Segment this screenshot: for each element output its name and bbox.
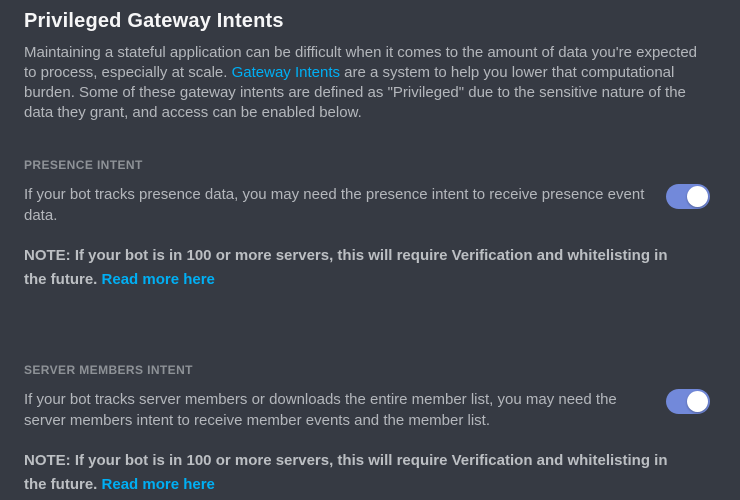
read-more-link[interactable]: Read more here — [101, 476, 215, 493]
server-members-intent-toggle[interactable] — [666, 389, 710, 414]
intro-text-before: Maintaining a stateful application can be difficult when it comes to the amount of data you're expected to process, especially at scale. — [24, 44, 698, 81]
presence-intent-toggle[interactable] — [666, 184, 710, 209]
server-members-intent-row — [24, 389, 710, 431]
gateway-intents-link[interactable]: Gateway Intents — [231, 64, 341, 81]
toggle-knob — [687, 186, 708, 207]
intro-paragraph — [24, 43, 706, 123]
server-members-intent-description: If your bot tracks server members or downloads the entire member list, you may need the server members intent to receive member events and the member list. — [24, 391, 617, 429]
note-text: NOTE: If your bot is in 100 or more servers, this will require Verification and whitelisting in the future. — [24, 247, 668, 288]
server-members-intent-note — [24, 449, 689, 497]
presence-intent-note — [24, 244, 689, 292]
server-members-intent-label: SERVER MEMBERS INTENT — [24, 363, 193, 377]
server-members-intent-group — [24, 363, 710, 497]
intro-text-after: are a system to help you lower that computational burden. Some of these gateway intents are defined as "Privileged" due to the sensitive nature of the data they grant, and access can be enabled below. — [24, 64, 686, 121]
toggle-knob — [687, 391, 708, 412]
presence-intent-label: PRESENCE INTENT — [24, 158, 143, 172]
read-more-link[interactable]: Read more here — [101, 271, 215, 288]
presence-intent-group — [24, 158, 710, 292]
note-text: NOTE: If your bot is in 100 or more servers, this will require Verification and whitelisting in the future. — [24, 452, 668, 493]
presence-intent-description: If your bot tracks presence data, you may need the presence intent to receive presence event data. — [24, 186, 645, 224]
page-title: Privileged Gateway Intents — [24, 10, 284, 32]
presence-intent-row — [24, 184, 710, 226]
